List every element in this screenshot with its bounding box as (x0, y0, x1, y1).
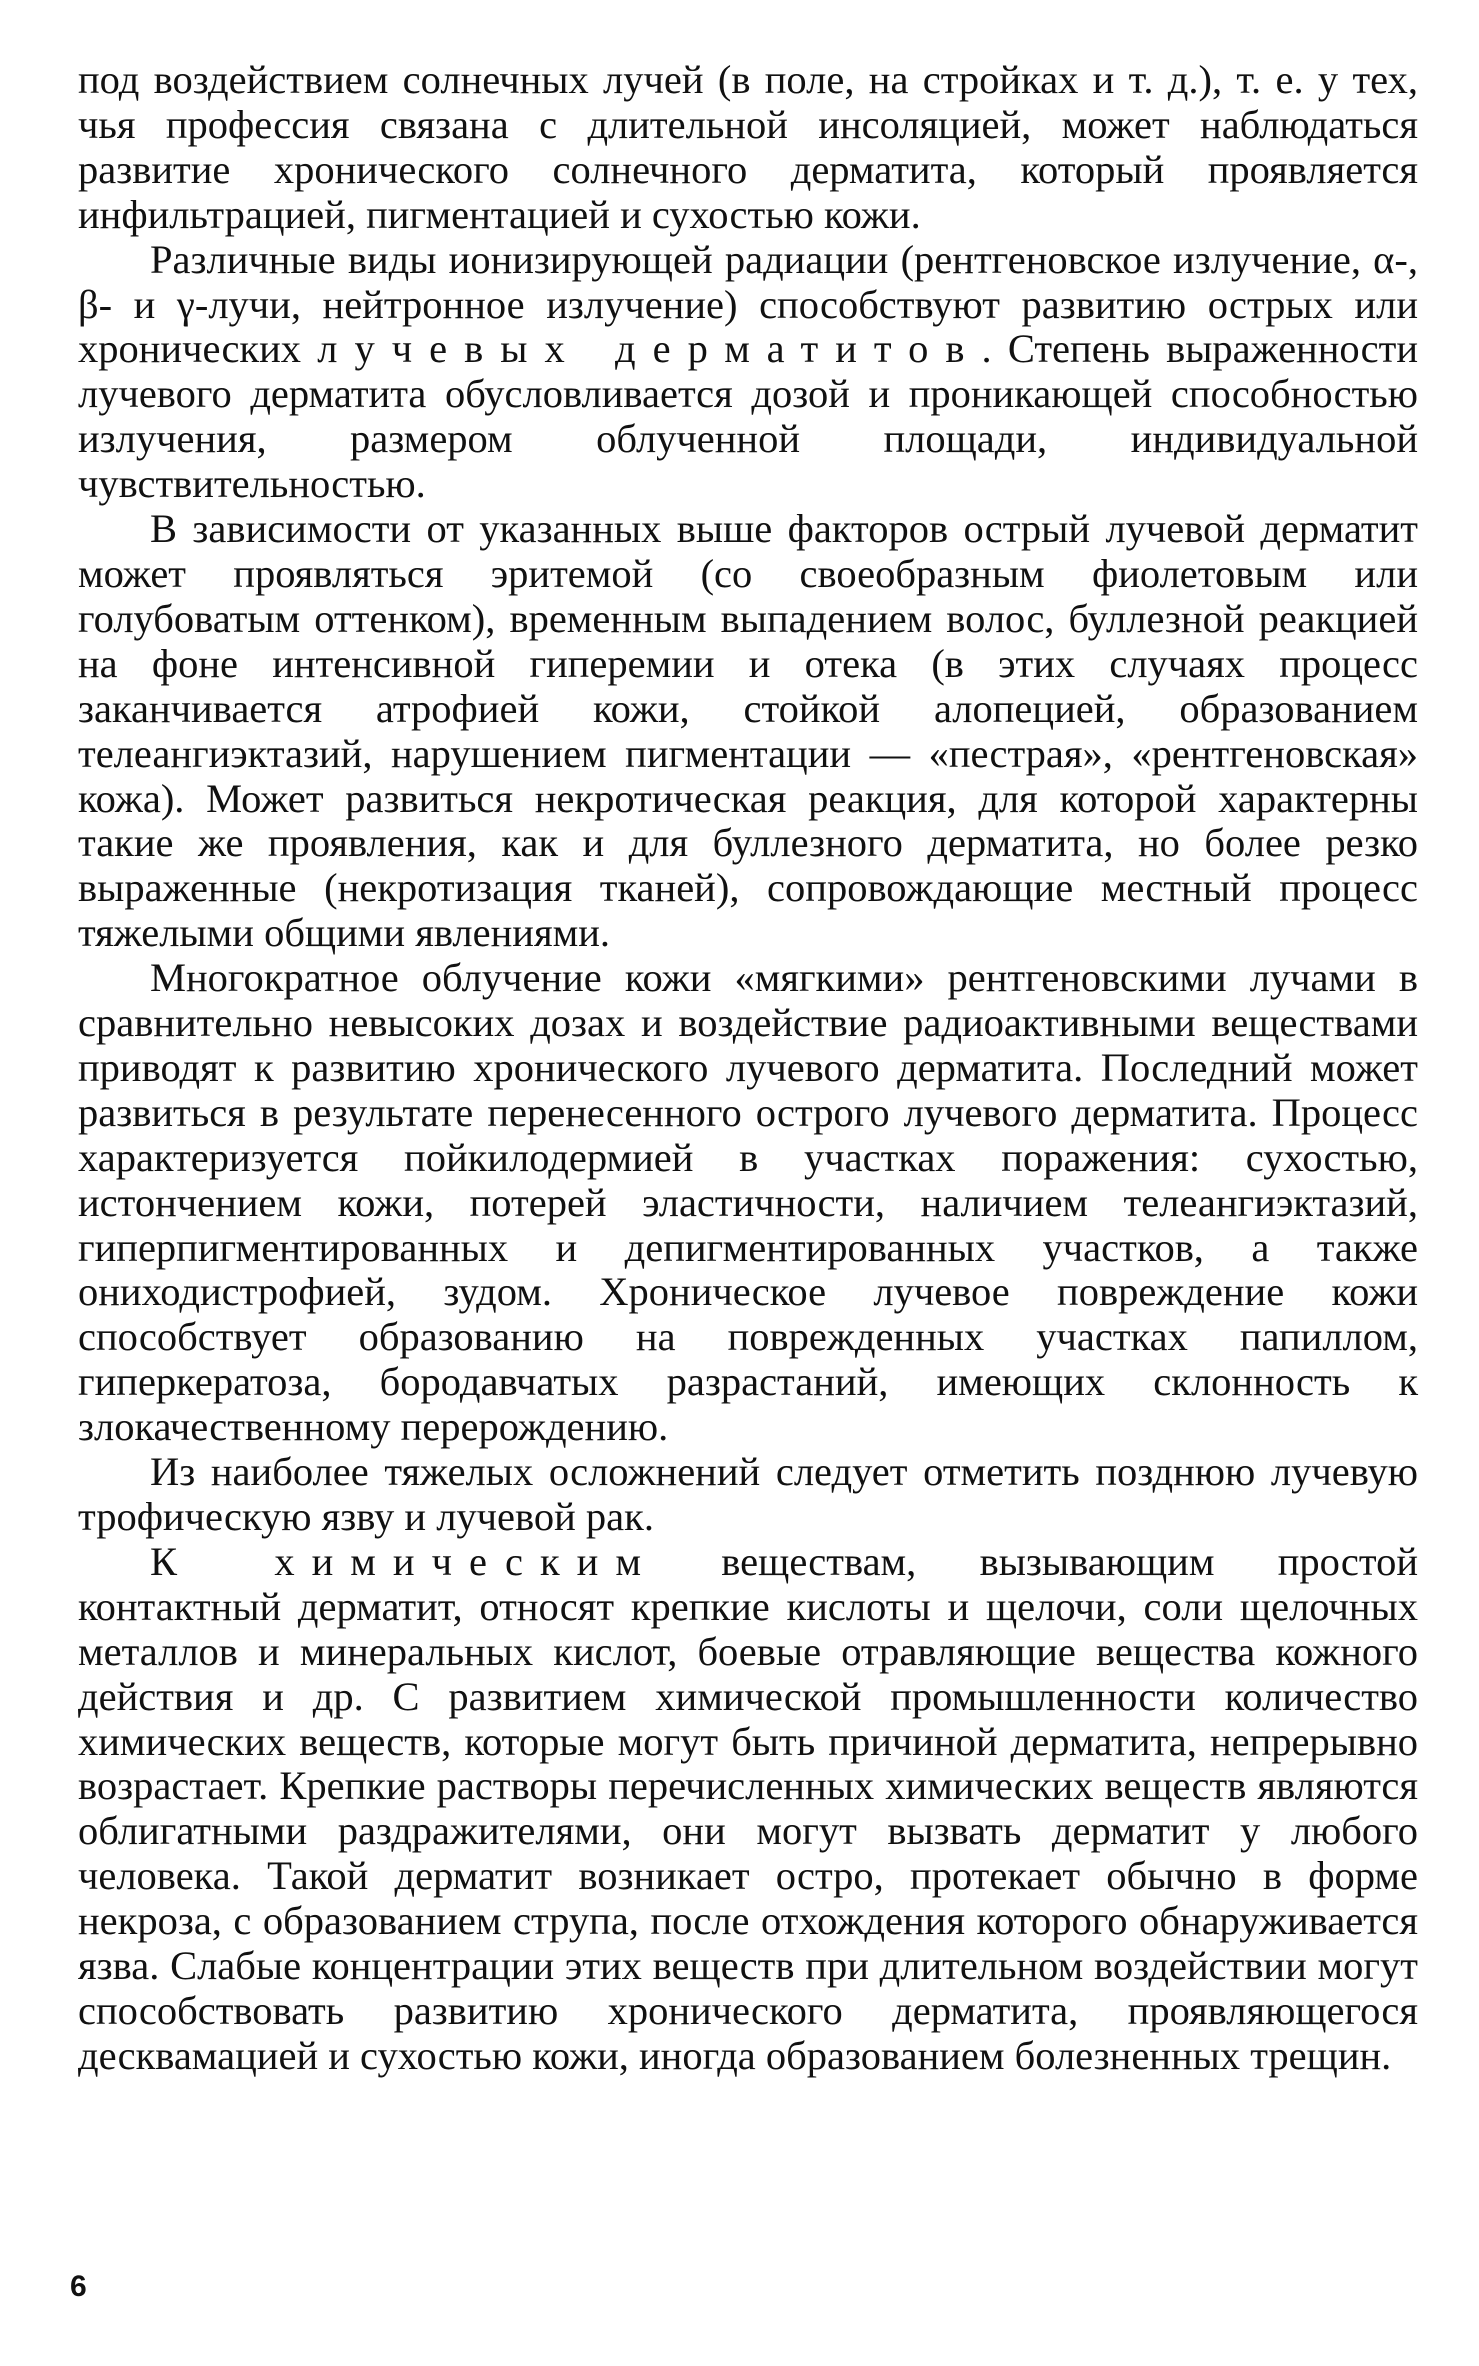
page-body (78, 58, 1418, 2079)
paragraph-acute-radiation-dermatitis: В зависимости от указанных выше факторов острый лучевой дерматит может проявляться эритемой (со своеобразным фиолетовым или голубоватым оттенком), временным выпадением волос, буллезной реакцией на фоне интенсивной гиперемии и отека (в этих случаях процесс заканчивается атрофией кожи, стойкой алопецией, образованием телеангиэктазий, нарушением пигментации — «пестрая», «рентгеновская» кожа). Может развиться некротическая реакция, для которой характерны такие же проявления, как и для буллезного дерматита, но более резко выраженные (некротизация тканей), сопровождающие местный процесс тяжелыми общими явлениями. (78, 506, 1418, 956)
page-number: 6 (70, 2270, 87, 2303)
paragraph-complications: Из наиболее тяжелых осложнений следует отметить позднюю лучевую трофическую язву и лучевой рак. (78, 1449, 1418, 1539)
paragraph-text: Различные виды ионизирующей радиации (рентгеновское излучение, α-, β- и γ-лучи, нейтронное излучение) способствуют развитию острых или хронических (78, 236, 1418, 372)
paragraph-ionizing-radiation (78, 238, 1418, 507)
spaced-term: лучевых дерматитов (317, 326, 982, 372)
paragraph-chronic-radiation-dermatitis: Многократное облучение кожи «мягкими» рентгеновскими лучами в сравнительно невысоких дозах и воздействие радиоактивными веществами приводят к развитию хронического лучевого дерматита. Последний может развиться в результате перенесенного острого лучевого дерматита. Процесс характеризуется пойкилодермией в участках поражения: сухостью, истончением кожи, потерей эластичности, наличием телеангиэктазий, гиперпигментированных и депигментированных участков, а также ониходистрофией, зудом. Хроническое лучевое повреждение кожи способствует образованию на поврежденных участках папиллом, гиперкератоза, бородавчатых разрастаний, имеющих склонность к злокачественному перерождению. (78, 955, 1418, 1450)
paragraph-text: веществам, вызывающим простой контактный дерматит, относят крепкие кислоты и щелочи, соли щелочных металлов и минеральных кислот, боевые отравляющие вещества кожного действия и др. С развитием химической промышленности количество химических веществ, которые могут быть причиной дерматита, непрерывно возрастает. Крепкие растворы перечисленных химических веществ являются облигатными раздражителями, они могут вызвать дерматит у любого человека. Такой дерматит возникает остро, протекает обычно в форме некроза, с образованием струпа, после отхождения которого обнаруживается язва. Слабые концентрации этих веществ при длительном воздействии могут способствовать развитию хронического дерматита, проявляющегося десквамацией и сухостью кожи, иногда образованием болезненных трещин. (78, 1538, 1418, 2078)
paragraph-text: . Степень выраженности лучевого дерматита обусловливается дозой и проникающей способностью излучения, размером облученной площади, индивидуальной чувствительностью. (78, 326, 1419, 507)
paragraph-chemical-substances (78, 1540, 1418, 2079)
paragraph-solar-dermatitis: под воздействием солнечных лучей (в поле, на стройках и т. д.), т. е. у тех, чья профессия связана с длительной инсоляцией, может наблюдаться развитие хронического солнечного дерматита, который проявляется инфильтрацией, пигментацией и сухостью кожи. (78, 57, 1418, 237)
spaced-term: К химическим (150, 1538, 658, 1584)
